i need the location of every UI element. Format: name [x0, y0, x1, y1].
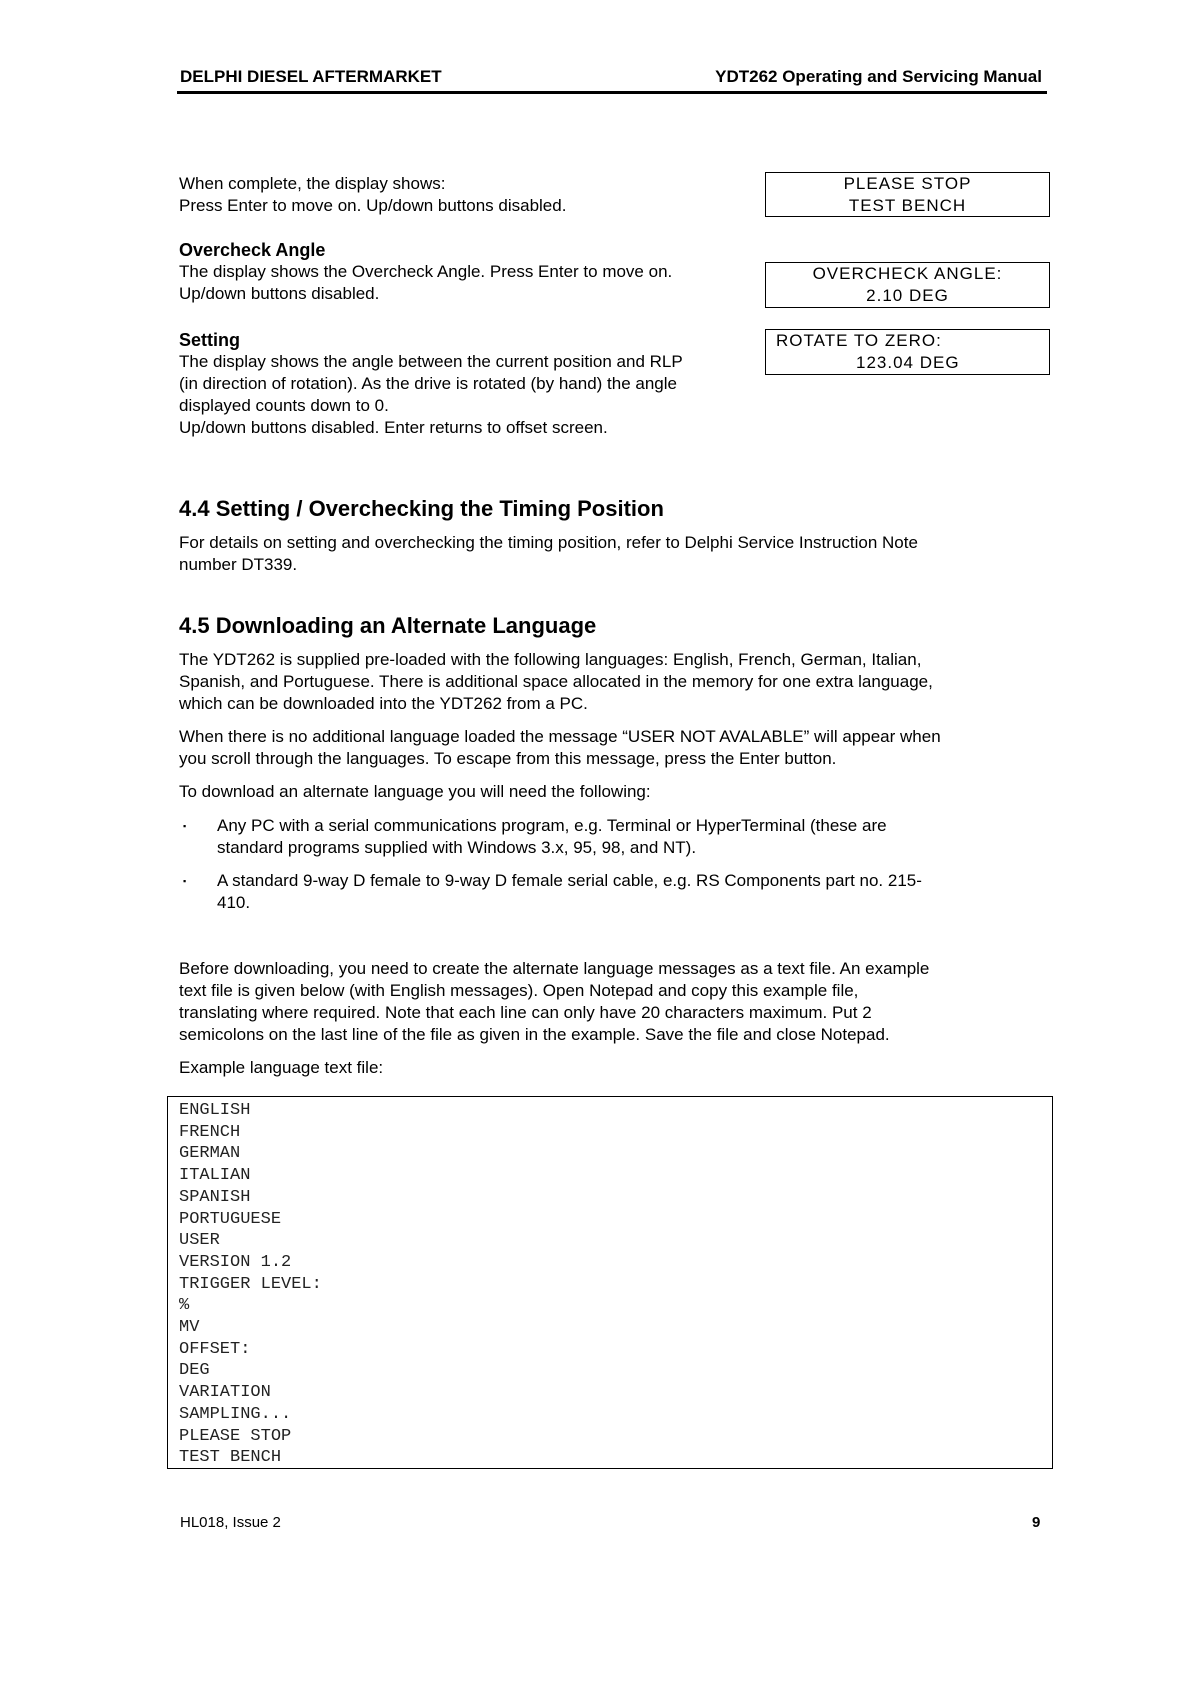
code-line: DEG	[179, 1361, 210, 1381]
text-line: The display shows the angle between the current position and RLP	[179, 352, 683, 371]
text-line: semicolons on the last line of the file as given in the example. Save the file and close Notepad.	[179, 1025, 890, 1044]
lcd-line: OVERCHECK ANGLE:	[812, 264, 1003, 283]
text-line: 410.	[217, 893, 251, 912]
intro-text	[179, 173, 566, 217]
subheading: Overcheck Angle	[179, 240, 326, 260]
text-line: you scroll through the languages. To escape from this message, press the Enter button.	[179, 749, 837, 768]
text-line: A standard 9-way D female to 9-way D female serial cable, e.g. RS Components part no. 215-	[217, 871, 922, 890]
text-line: When there is no additional language loaded the message “USER NOT AVALABLE” will appear when	[179, 727, 941, 746]
page-number: 9	[1032, 1514, 1041, 1531]
code-line: OFFSET:	[179, 1339, 251, 1359]
text-line: Any PC with a serial communications program, e.g. Terminal or HyperTerminal (these are	[217, 816, 887, 835]
code-line: %	[179, 1296, 190, 1316]
text-line: standard programs supplied with Windows 3.x, 95, 98, and NT).	[217, 838, 697, 857]
subheading: Setting	[179, 330, 240, 350]
text-line: Example language text file:	[179, 1058, 384, 1077]
bullet-icon: ▪	[183, 821, 187, 831]
text-line: The display shows the Overcheck Angle. Press Enter to move on.	[179, 262, 673, 281]
text-line: For details on setting and overchecking the timing position, refer to Delphi Service Instruction Note	[179, 533, 918, 552]
header-left: DELPHI DIESEL AFTERMARKET	[180, 67, 442, 86]
text-line: To download an alternate language you will need the following:	[179, 782, 651, 801]
list-item	[179, 815, 1059, 859]
setting-section	[179, 329, 683, 439]
code-line: SPANISH	[179, 1187, 251, 1207]
text-line: Up/down buttons disabled. Enter returns to offset screen.	[179, 418, 608, 437]
text-line: displayed counts down to 0.	[179, 396, 389, 415]
example-language-file-box	[167, 1096, 1053, 1469]
code-line: MV	[179, 1318, 200, 1338]
text-line: translating where required. Note that each line can only have 20 characters maximum. Put 2	[179, 1003, 872, 1022]
section-4-5	[179, 613, 1059, 1079]
text-line: Up/down buttons disabled.	[179, 284, 380, 303]
overcheck-section	[179, 239, 672, 305]
code-line: SAMPLING...	[179, 1404, 292, 1424]
text-line: Press Enter to move on. Up/down buttons disabled.	[179, 196, 567, 215]
footer-issue: HL018, Issue 2	[180, 1514, 281, 1531]
code-line: GERMAN	[179, 1144, 241, 1164]
list-item	[179, 870, 1059, 914]
section-heading: 4.5 Downloading an Alternate Language	[179, 613, 597, 638]
code-line: VARIATION	[179, 1383, 271, 1403]
section-4-4	[179, 496, 918, 576]
lcd-display-please-stop	[765, 172, 1050, 217]
text-line: Spanish, and Portuguese. There is additional space allocated in the memory for one extra language,	[179, 672, 933, 691]
lcd-line: 123.04 DEG	[856, 353, 960, 372]
code-line: VERSION 1.2	[179, 1252, 292, 1272]
lcd-line: TEST BENCH	[848, 196, 967, 215]
code-line: TRIGGER LEVEL:	[179, 1274, 322, 1294]
text-line: number DT339.	[179, 555, 298, 574]
code-line: TEST BENCH	[179, 1448, 282, 1468]
header-right: YDT262 Operating and Servicing Manual	[715, 67, 1042, 86]
code-line: ITALIAN	[179, 1166, 251, 1186]
bullet-icon: ▪	[183, 876, 187, 886]
code-line: USER	[179, 1231, 220, 1251]
text-line: text file is given below (with English messages). Open Notepad and copy this example file,	[179, 981, 859, 1000]
header-rule	[177, 91, 1047, 94]
lcd-line: PLEASE STOP	[843, 174, 972, 193]
lcd-line: 2.10 DEG	[866, 286, 949, 305]
code-line: PORTUGUESE	[179, 1209, 282, 1229]
lcd-display-overcheck	[765, 262, 1050, 308]
lcd-display-rotate	[765, 329, 1050, 375]
section-heading: 4.4 Setting / Overchecking the Timing Position	[179, 496, 664, 521]
text-line: Before downloading, you need to create the alternate language messages as a text file. An example	[179, 959, 930, 978]
text-line: which can be downloaded into the YDT262 from a PC.	[179, 694, 588, 713]
text-line: (in direction of rotation). As the drive is rotated (by hand) the angle	[179, 374, 677, 393]
code-line: PLEASE STOP	[179, 1426, 292, 1446]
lcd-line: ROTATE TO ZERO:	[776, 331, 942, 350]
text-line: The YDT262 is supplied pre-loaded with the following languages: English, French, German, Italian,	[179, 650, 922, 669]
code-line: FRENCH	[179, 1122, 241, 1142]
code-line: ENGLISH	[179, 1101, 251, 1120]
text-line: When complete, the display shows:	[179, 174, 446, 193]
